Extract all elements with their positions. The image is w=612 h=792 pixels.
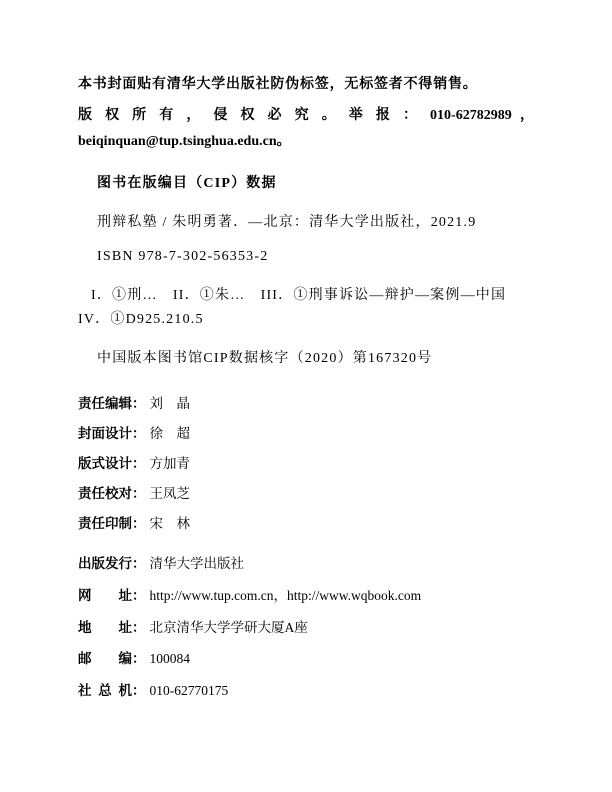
cip-classification-line2: IV．①D925.210.5 xyxy=(78,312,204,327)
copyright-warning-line: 版 权 所 有 ， 侵 权 必 究 。 举 报 ： 010-62782989 ， xyxy=(78,108,534,123)
publisher-row xyxy=(78,556,534,572)
publisher-field-value: http://www.tup.com.cn，http://www.wqbook.com xyxy=(149,588,422,603)
cip-data-heading: 图书在版编目（CIP）数据 xyxy=(97,176,277,191)
publisher-row xyxy=(78,683,534,699)
colon: ： xyxy=(132,683,146,698)
publisher-field-value: 010-62770175 xyxy=(149,683,229,698)
publisher-field-label: 出版发行 xyxy=(78,556,132,571)
publisher-field-value: 北京清华大学学研大厦A座 xyxy=(149,620,308,635)
staff-name: 宋 林 xyxy=(149,516,190,531)
staff-role-label: 责任印制 xyxy=(78,516,132,531)
book-bibliographic-entry: 刑辩私塾 / 朱明勇著．—北京：清华大学出版社，2021.9 xyxy=(97,215,477,230)
anti-counterfeit-notice: 本书封面贴有清华大学出版社防伪标签，无标签者不得销售。 xyxy=(78,77,478,92)
cip-classification-line1: I．①刑… II．①朱… III．①刑事诉讼—辩护—案例—中国 xyxy=(91,288,507,303)
staff-row xyxy=(78,426,534,442)
staff-name: 王凤芝 xyxy=(149,486,190,501)
staff-role-label: 封面设计 xyxy=(78,426,132,441)
publisher-field-value: 清华大学出版社 xyxy=(149,556,244,571)
staff-role-label: 责任编辑 xyxy=(78,396,132,411)
staff-row xyxy=(78,516,534,532)
publisher-row xyxy=(78,588,534,604)
colon: ： xyxy=(132,456,146,471)
colon: ： xyxy=(132,396,146,411)
publisher-field-label: 邮 编 xyxy=(78,651,132,666)
isbn-line: ISBN 978-7-302-56353-2 xyxy=(97,249,269,264)
report-email-line: beiqinquan@tup.tsinghua.edu.cn。 xyxy=(78,134,291,149)
publisher-field-label: 地 址 xyxy=(78,620,132,635)
staff-name: 方加青 xyxy=(149,456,190,471)
colon: ： xyxy=(132,516,146,531)
colon: ： xyxy=(132,556,146,571)
publisher-row xyxy=(78,651,534,667)
publisher-row xyxy=(78,620,534,636)
publisher-field-value: 100084 xyxy=(149,651,190,666)
staff-row xyxy=(78,486,534,502)
colon: ： xyxy=(132,486,146,501)
colon: ： xyxy=(132,426,146,441)
staff-name: 徐 超 xyxy=(149,426,190,441)
staff-role-label: 版式设计 xyxy=(78,456,132,471)
colon: ： xyxy=(132,651,146,666)
staff-row xyxy=(78,456,534,472)
publisher-field-label: 社 总 机 xyxy=(78,683,132,698)
staff-name: 刘 晶 xyxy=(149,396,190,411)
publisher-field-label: 网 址 xyxy=(78,588,132,603)
staff-row xyxy=(78,396,534,412)
cip-record-number: 中国版本图书馆CIP数据核字（2020）第167320号 xyxy=(97,351,433,366)
staff-role-label: 责任校对 xyxy=(78,486,132,501)
colon: ： xyxy=(132,588,146,603)
colon: ： xyxy=(132,620,146,635)
